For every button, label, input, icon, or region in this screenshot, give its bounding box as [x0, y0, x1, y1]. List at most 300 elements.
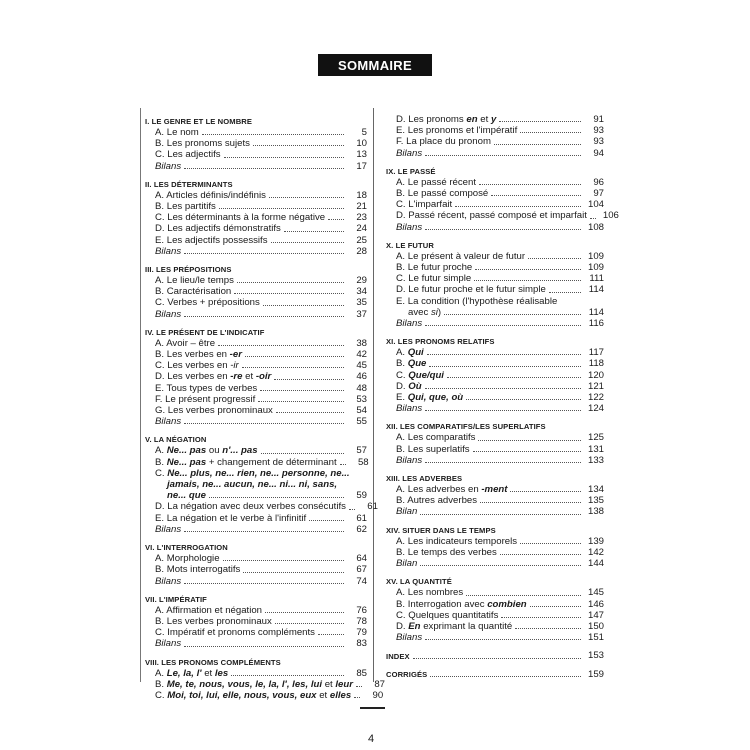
toc-entry[interactable] [145, 524, 367, 535]
toc-entry[interactable] [386, 381, 604, 392]
entry-label [155, 616, 272, 627]
toc-entry[interactable] [386, 210, 619, 222]
toc-entry[interactable] [386, 632, 604, 643]
dot-leader [184, 583, 344, 584]
toc-entry[interactable] [386, 432, 604, 443]
entry-label [396, 177, 476, 188]
toc-entry[interactable] [386, 392, 604, 403]
entry-label [396, 251, 525, 262]
label-text: E. Les pronoms et l'impératif [396, 125, 518, 137]
entry-label [396, 506, 417, 517]
toc-section [145, 179, 367, 257]
column-divider [373, 108, 374, 682]
dot-leader [499, 121, 581, 122]
toc-entry[interactable] [386, 650, 604, 661]
label-emphasis: -er [229, 349, 242, 361]
label-text: A. Les indicateurs temporels [396, 535, 518, 547]
dot-leader [420, 565, 581, 566]
entry-page: 21 [356, 201, 367, 213]
toc-entry[interactable] [145, 212, 367, 223]
dot-leader [590, 218, 596, 219]
label-text: B. [396, 358, 408, 370]
entry-page: 133 [587, 454, 604, 466]
entry-page: 114 [588, 284, 604, 296]
dot-leader [500, 554, 581, 555]
entry-label [155, 468, 350, 479]
entry-label [396, 536, 517, 547]
toc-entry[interactable] [145, 286, 367, 297]
toc-entry[interactable] [145, 564, 367, 575]
toc-entry[interactable] [145, 190, 367, 201]
toc-entry[interactable] [145, 490, 367, 501]
dot-leader [494, 144, 581, 145]
toc-entry[interactable] [145, 371, 367, 382]
label-text: C. Verbes + prépositions [155, 297, 260, 309]
label-text: B. Mots interrogatifs [155, 564, 241, 576]
dot-leader [528, 258, 581, 259]
label-emphasis: Qui, que, où [407, 392, 464, 404]
toc-entry[interactable] [386, 199, 604, 210]
toc-column-left [145, 116, 385, 708]
label-italic: si [430, 306, 438, 318]
label-italic: Bilans [155, 160, 182, 172]
dot-leader [231, 675, 344, 676]
toc-section [145, 116, 367, 172]
toc-section [386, 576, 604, 643]
label-emphasis: En [408, 620, 421, 632]
entry-page: 145 [587, 587, 604, 599]
entry-label [155, 679, 353, 690]
dot-leader [479, 184, 581, 185]
entry-label [155, 501, 346, 512]
label-text: C. [396, 369, 409, 381]
toc-section [145, 594, 367, 650]
section-title: XIV. SITUER DANS LE TEMPS [386, 525, 496, 535]
dot-leader [480, 502, 581, 503]
entry-page: 135 [587, 495, 604, 507]
entry-page: 28 [356, 245, 367, 257]
entry-page: 134 [587, 484, 604, 496]
entry-page: 122 [587, 392, 604, 404]
toc-entry[interactable] [145, 553, 367, 564]
entry-page: 74 [356, 575, 367, 587]
label-italic: Bilans [396, 318, 423, 330]
toc-entry[interactable] [145, 383, 367, 394]
toc-entry[interactable] [386, 125, 604, 136]
toc-entry[interactable] [145, 297, 367, 308]
entry-page: 55 [356, 416, 367, 428]
entry-page: 10 [356, 138, 367, 150]
label-text: A. Articles définis/indéfinis [155, 189, 266, 201]
entry-label [396, 210, 587, 221]
toc-entry[interactable] [145, 479, 367, 490]
entry-label [155, 605, 262, 616]
entry-label [155, 457, 337, 468]
toc-entry[interactable] [145, 223, 367, 234]
dot-leader [425, 325, 581, 326]
entry-label [396, 125, 517, 136]
entry-label [155, 297, 260, 308]
toc-entry[interactable] [145, 689, 384, 701]
toc-entry[interactable] [386, 318, 604, 329]
entry-page: 85 [356, 667, 367, 679]
toc-entry[interactable] [145, 405, 367, 416]
toc-entry[interactable] [386, 148, 604, 159]
label-text: A. Les comparatifs [396, 432, 476, 444]
label-text: E. Tous types de verbes [155, 382, 258, 394]
dot-leader [520, 132, 581, 133]
entry-label [396, 358, 426, 369]
label-emphasis: ne... que [167, 490, 206, 502]
entry-page: 159 [587, 668, 604, 680]
entry-label [396, 148, 422, 159]
toc-entry[interactable] [145, 468, 367, 479]
label-italic: Bilans [155, 638, 182, 650]
toc-entry[interactable] [386, 222, 604, 233]
page-title: SOMMAIRE [318, 54, 432, 76]
entry-label [396, 587, 463, 598]
label-text: A. [396, 347, 408, 359]
toc-entry[interactable] [386, 536, 604, 547]
toc-entry[interactable] [386, 444, 604, 455]
toc-section [386, 669, 604, 680]
toc-entry[interactable] [145, 235, 367, 246]
entry-page: 53 [356, 393, 367, 405]
label-italic: Bilans [155, 308, 182, 320]
dot-leader [354, 697, 360, 698]
entry-label [155, 338, 215, 349]
label-text: B. Les partitifs [155, 201, 216, 213]
entry-label [155, 638, 181, 649]
entry-page: 108 [587, 221, 604, 233]
section-title: XIII. LES ADVERBES [386, 474, 463, 484]
toc-entry[interactable] [386, 455, 604, 466]
dot-leader [430, 676, 581, 677]
toc-entry[interactable] [386, 358, 604, 369]
label-text: E. La négation et le verbe à l'infinitif [155, 512, 307, 524]
toc-entry[interactable] [386, 296, 604, 307]
dot-leader [455, 206, 581, 207]
toc-entry[interactable] [145, 309, 367, 320]
label-text: B. Les verbes en [155, 349, 230, 361]
entry-page: 151 [587, 632, 604, 644]
toc-entry[interactable] [145, 457, 367, 468]
label-emphasis: Ne... pas [166, 445, 207, 457]
toc-entry[interactable] [386, 621, 604, 632]
label-emphasis: Ne... plus, ne... rien, ne... personne, ne... [167, 467, 350, 479]
entry-page: 118 [588, 358, 604, 370]
label-text: F. La place du pronom [396, 136, 491, 148]
entry-page: 59 [356, 490, 367, 502]
toc-entry[interactable] [145, 605, 367, 616]
label-text: A. Affirmation et négation [155, 604, 263, 616]
dot-leader [202, 134, 344, 135]
entry-label [396, 547, 497, 558]
toc-entry[interactable] [386, 403, 604, 414]
toc-entry[interactable] [386, 558, 604, 569]
entry-page: 64 [356, 553, 367, 565]
toc-entry[interactable] [386, 251, 604, 262]
dot-leader [276, 412, 344, 413]
entry-label [396, 199, 452, 210]
toc-entry[interactable] [386, 347, 604, 358]
entry-page: 76 [356, 604, 367, 616]
entry-page: 93 [593, 125, 604, 137]
dot-leader [515, 628, 581, 629]
toc-entry[interactable] [145, 201, 367, 212]
toc-entry[interactable] [386, 370, 604, 381]
toc-entry[interactable] [145, 501, 378, 513]
toc-entry[interactable] [145, 627, 367, 638]
entry-label [396, 599, 527, 610]
label-italic: Bilans [396, 221, 423, 233]
dot-leader [258, 401, 344, 402]
label-text: exprimant la quantité [420, 620, 513, 632]
entry-page: 61 [367, 501, 378, 513]
entry-page: 35 [356, 297, 367, 309]
entry-page: 144 [587, 558, 604, 570]
label-italic: Bilans [396, 403, 423, 415]
label-emphasis: les [214, 667, 229, 679]
toc-column-right [386, 114, 619, 687]
toc-section [386, 473, 604, 518]
entry-label [167, 490, 206, 501]
toc-entry[interactable] [145, 416, 367, 427]
entry-label [155, 235, 268, 246]
entry-page: 79 [356, 627, 367, 639]
dot-leader [184, 646, 344, 647]
label-text: et [322, 678, 336, 690]
section-title: VIII. LES PRONOMS COMPLÉMENTS [145, 657, 281, 667]
entry-page: 17 [356, 160, 367, 172]
toc-entry[interactable] [386, 284, 604, 295]
dot-leader [309, 520, 344, 521]
dot-leader [209, 497, 344, 498]
dot-leader [425, 388, 581, 389]
entry-page: 93 [593, 136, 604, 148]
entry-page: 42 [356, 349, 367, 361]
toc-entry[interactable] [386, 599, 604, 610]
section-title: XV. LA QUANTITÉ [386, 577, 452, 587]
entry-page: 25 [356, 234, 367, 246]
toc-entry[interactable] [145, 275, 367, 286]
entry-label [396, 273, 471, 284]
label-emphasis: en [466, 114, 478, 125]
entry-page: 114 [588, 306, 604, 318]
label-text: A. Les adverbes en [396, 484, 482, 496]
entry-label [396, 296, 557, 307]
toc-entry[interactable] [386, 307, 604, 318]
toc-entry[interactable] [145, 616, 367, 627]
toc-entry[interactable] [386, 610, 604, 621]
label-italic: Bilan [396, 558, 418, 570]
entry-page: 104 [587, 199, 604, 211]
label-emphasis: Que [407, 358, 427, 370]
dot-leader [466, 399, 581, 400]
toc-entry[interactable] [145, 149, 367, 160]
entry-label [155, 553, 220, 564]
entry-label [396, 381, 422, 392]
entry-label [167, 479, 337, 490]
label-text: A. Morphologie [155, 553, 220, 565]
entry-page: 153 [587, 650, 604, 662]
toc-entry[interactable] [145, 161, 367, 172]
entry-label: CORRIGÉS [386, 669, 428, 679]
entry-label [155, 149, 221, 160]
dot-leader [478, 440, 581, 441]
dot-leader [530, 606, 581, 607]
label-text: et [316, 689, 330, 701]
toc-entry[interactable] [386, 262, 604, 273]
entry-page: 117 [588, 347, 604, 359]
entry-page: 96 [593, 176, 604, 188]
label-text: et [242, 371, 256, 383]
section-title: III. LES PRÉPOSITIONS [145, 265, 232, 275]
label-text: D. Le futur proche et le futur simple [396, 284, 546, 296]
entry-page: 37 [356, 308, 367, 320]
label-text: A. Le présent à valeur de futur [396, 250, 526, 262]
section-title: II. LES DÉTERMINANTS [145, 179, 233, 189]
entry-page: 87 [374, 678, 385, 690]
label-text: C. Les déterminants à la forme négative [155, 212, 326, 224]
entry-label: INDEX [386, 651, 410, 661]
dot-leader [356, 686, 362, 687]
label-italic: Bilans [155, 523, 182, 535]
entry-page: 109 [587, 250, 604, 262]
label-text: avec [408, 306, 431, 318]
entry-label [155, 668, 228, 679]
entry-label [155, 513, 306, 524]
label-text: B. Le passé composé [396, 188, 489, 200]
label-text: G. Les verbes pronominaux [155, 405, 273, 417]
toc-entry[interactable] [145, 246, 367, 257]
toc-entry[interactable] [145, 360, 367, 371]
dot-leader [261, 453, 344, 454]
toc-entry[interactable] [386, 506, 604, 517]
entry-label [396, 444, 470, 455]
entry-page: 138 [587, 506, 604, 518]
entry-page: 67 [356, 564, 367, 576]
entry-page: 34 [356, 286, 367, 298]
dot-leader [473, 451, 581, 452]
label-text: A. Le lieu/le temps [155, 275, 234, 287]
section-title: I. LE GENRE ET LE NOMBRE [145, 117, 253, 126]
entry-page: 48 [356, 382, 367, 394]
entry-label [396, 632, 422, 643]
entry-label [155, 246, 181, 257]
entry-page: 124 [587, 403, 604, 415]
entry-page: 91 [593, 114, 604, 125]
dot-leader [260, 390, 344, 391]
entry-label [155, 212, 325, 223]
dot-leader [413, 658, 581, 659]
label-text: B. Le futur proche [396, 262, 473, 274]
entry-label [408, 307, 441, 318]
entry-label [155, 138, 250, 149]
toc-entry[interactable] [386, 484, 604, 495]
toc-entry[interactable] [145, 576, 367, 587]
toc-entry[interactable] [145, 678, 385, 690]
entry-label [396, 610, 498, 621]
toc-entry[interactable] [386, 587, 604, 598]
label-text: B. Les superlatifs [396, 443, 470, 455]
entry-label [155, 383, 257, 394]
toc-section [386, 240, 604, 329]
toc-entry[interactable] [145, 668, 367, 679]
label-text: B. [155, 678, 167, 690]
toc-entry[interactable] [386, 669, 604, 680]
section-title: VII. L'IMPÉRATIF [145, 594, 207, 604]
entry-label [396, 403, 422, 414]
entry-label [155, 576, 181, 587]
toc-entry[interactable] [386, 495, 604, 506]
toc-entry[interactable] [386, 114, 604, 125]
toc-entry[interactable] [145, 338, 367, 349]
toc-entry[interactable] [386, 136, 604, 147]
toc-section [386, 336, 604, 414]
entry-page: 94 [593, 147, 604, 159]
entry-label [155, 190, 266, 201]
section-title: X. LE FUTUR [386, 240, 434, 250]
dot-leader [425, 462, 581, 463]
label-emphasis: combien [487, 598, 527, 610]
dot-leader [223, 560, 344, 561]
dot-leader [318, 634, 344, 635]
toc-entry[interactable] [145, 638, 367, 649]
toc-entry[interactable] [145, 394, 367, 405]
entry-page: 62 [356, 523, 367, 535]
label-text: A. [155, 445, 167, 457]
toc-entry[interactable] [386, 273, 604, 284]
dot-leader [253, 145, 344, 146]
label-text: C. Impératif et pronoms compléments [155, 627, 315, 639]
dot-leader [425, 639, 581, 640]
label-text: A. Le nom [155, 127, 199, 138]
toc-entry[interactable] [145, 513, 367, 524]
dot-leader [237, 282, 344, 283]
dot-leader [274, 379, 344, 380]
label-text: B. Le temps des verbes [396, 546, 497, 558]
toc-entry[interactable] [386, 547, 604, 558]
toc-entry[interactable] [386, 188, 604, 199]
toc-entry[interactable] [145, 127, 367, 138]
entry-label [155, 275, 234, 286]
entry-page: 121 [587, 380, 604, 392]
toc-section [386, 650, 604, 661]
entry-label [155, 371, 271, 382]
dot-leader [224, 157, 344, 158]
entry-label [396, 392, 463, 403]
toc-entry[interactable] [145, 445, 367, 456]
dot-leader [184, 531, 344, 532]
label-text: et [477, 114, 491, 125]
label-emphasis: Que/qui [408, 369, 444, 381]
label-text: A. Les nombres [396, 587, 464, 599]
label-text: B. Les verbes pronominaux [155, 615, 272, 627]
toc-entry[interactable] [145, 138, 367, 149]
entry-page: 97 [593, 188, 604, 200]
entry-page: 23 [356, 212, 367, 224]
toc-entry[interactable] [386, 177, 604, 188]
dot-leader [349, 509, 355, 510]
page-number: 4 [368, 733, 375, 745]
label-text: C. [155, 467, 168, 479]
dot-leader [234, 293, 344, 294]
dot-leader [184, 168, 344, 169]
toc-entry[interactable] [145, 349, 367, 360]
entry-page: 29 [356, 275, 367, 287]
entry-page: 54 [356, 405, 367, 417]
